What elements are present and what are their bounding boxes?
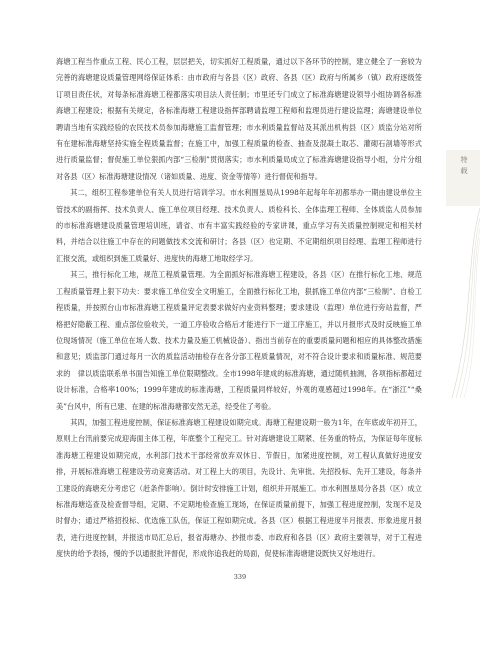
paragraph-4: 其四，加强工程进度控制，保证标准海塘工程建设如期完成。海塘工程建设期一般为1年，在年底或年初开工，原则上台汛前要完成迎海面主体工程，年底整个工程完工。针对海塘建设工期紧、任务重的特点，为保证每年度标准海塘工程建设如期完成，水利部门技术干部经常放弃双休日、节假日，加紧进度控制，对工程认真做好进度安排，开展标准海塘工程建设劳动竞赛活动。对工程上大的项目，先设计、先审批、先招投标、先开工建设，每条并工建设的海塘充分考虑它（赶条件影响）。倒计时安排施工计划，组织并开展施工。市水利围垦局分各县（区）成立标准海塘巡查及检查督导组，定期、不定期地检查施工现场，在保证质量前提下，加强工程进度控制，发现不足及时督办；通过严格招投标、优选施工队伍，保证工程如期完成。各县（区）根据工程进度半月报表、形象进度月报表，进行进度控制，并报送市局汇总后，报省海塘办、抄报市委、市政府和各县（区）政府主要领导，对于工程进度快的给予表扬，慢的予以通报批评督促，形成你追我赶的局面，促使标准海塘建设既快又好地进行。 [56,417,422,559]
paragraph-2: 其二，组织工程参建单位有关人员进行培训学习。市水利围垦局从1998年起每年年初都举办一期由建设单位主管技术的副指挥、技术负责人、施工单位项目经理、技术负责人、质检科长、全体监理工程师、全体质监人员参加的市标准海塘建设质量管理培训班，请省、市有丰富实践经验的专家讲课，重点学习有关质量控制规定和相关材料，并结合以往施工中存在的问题做技术交流和研讨；各县（区）也定期、不定期组织项目经理、监理工程师进行汇报交流，或组织到施工质量好、进度快的海塘工地取经学习。 [56,188,422,263]
page-number: 339 [233,573,247,581]
page-body [56,54,422,563]
paragraph-1: 海塘工程当作重点工程、民心工程，层层把关，切实抓好工程质量，通过以下各环节的控制，建立健全了一套较为完善的海塘建设质量管理网络保证体系：由市政府与各县（区）政府、各县（区）政府与所属乡（镇）政府逐级签订项目责任状，对每条标准海塘工程都落实项目法人责任制；市里还专门成立了标准海塘建设领导小组协调各标准海塘工程建设；根据有关规定，各标准海塘工程建设指挥部聘请监理工程师和监理员进行建设监理；海塘建设单位聘请当地有实践经验的农民技术员参加海塘施工监督管理；市水利质量监督站及其派出机构县（区）质监分站对所有在建标准海塘坚持实施全程质量监督；在施工中，加强工程质量的检查、抽查及混凝土取芯、灌砌石剖墙等形式进行质量监督；督促施工单位狠抓内部“三检制”贯彻落实；市水利质量局成立了标准海塘建设指导小组，分片分组对各县（区）标准海塘建设情况（诸如质量、进度、资金等情等）进行督促和指导。 [56,57,422,181]
paragraph-3: 其三，推行标化工地，规范工程质量管理。为全面抓好标准海塘工程建设，各县（区）在推行标化工地、规范工程质量管理上狠下功夫：要求施工单位安全文明施工，全面推行标化工地，狠抓施工单位内部“三检制”、自检工程质量，并按照台山市标准海塘工程质量评定表要求做好内业资料整理；要求建设（监理）单位进行旁站监督，严格把好隐蔽工程、重点部位验收关，一道工序验收合格后才能进行下一道工序施工，并以月报形式及时反映施工单位现场情况（施工单位在场人数、技术力量及施工机械设备）、指出当前存在的重要质量问题和相应的具体整改措施和意见；质监部门通过每月一次的质监活动抽检存在各分部工程质量情况，对不符合设计要求和质量标准、规范要求的 律以质监联系单书面告知施工单位限期整改。全市1998年建成的标准海塘，通过随机抽测，各项指标都超过设计标准，合格率100%；1999年建成的标准海塘，工程质量同样较好，外观的观感超过1998年。在“浙江”“桑美”台风中，所有已建、在建的标准海塘都安然无恙，经受住了考验。 [56,270,422,411]
decorative-wave-lines [446,208,480,398]
side-section-tab [446,150,480,206]
side-section-label: 特载 [460,156,468,178]
